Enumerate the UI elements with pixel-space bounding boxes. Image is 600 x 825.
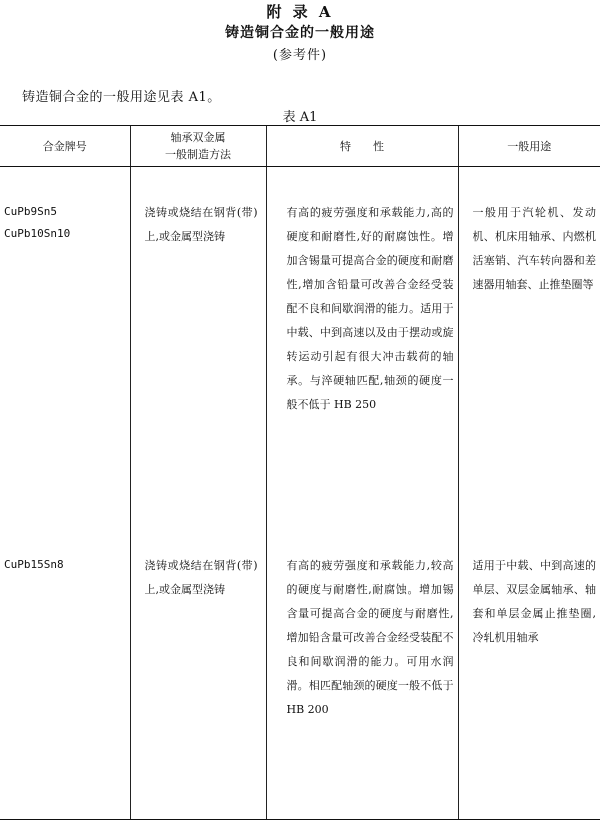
alloy-grade: CuPb10Sn10 — [4, 227, 71, 240]
alloy-grade: CuPb9Sn5 — [4, 205, 57, 218]
grade-cell — [0, 167, 130, 522]
appendix-title: 铸造铜合金的一般用途 — [225, 25, 375, 41]
property-cell: 有高的疲劳强度和承载能力,高的硬度和耐磨性,好的耐腐蚀性。增加含锡量可提高合金的硬度和耐磨性,增加含铅量可改善合金经受装配不良和间歇润滑的能力。适用于中载、中到高速以及由于摆动或旋转运动引起有很大冲击载荷的轴承。与淬硬轴匹配,轴颈的硬度一般不低于 HB 250 — [266, 167, 458, 522]
table-header-row — [0, 126, 600, 167]
grade-cell — [0, 522, 130, 820]
col-header-method — [130, 126, 266, 167]
method-cell: 浇铸或烧结在钢背(带)上,或金属型浇铸 — [130, 167, 266, 522]
table-row — [0, 522, 600, 820]
col-header-property: 特 性 — [266, 126, 458, 167]
col-header-usage: 一般用途 — [458, 126, 600, 167]
intro-paragraph: 铸造铜合金的一般用途见表 A1。 — [22, 90, 221, 105]
alloy-usage-table — [0, 125, 600, 820]
alloy-grade: CuPb15Sn8 — [4, 557, 64, 571]
col-header-grade: 合金牌号 — [0, 126, 130, 167]
usage-cell: 一般用于汽轮机、发动机、机床用轴承、内燃机活塞销、汽车转向器和差速器用轴套、止推垫圈等 — [458, 167, 600, 522]
appendix-heading: 附 录 A — [266, 3, 334, 21]
col-header-method-line1: 轴承双金属 — [170, 131, 226, 144]
method-cell: 浇铸或烧结在钢背(带)上,或金属型浇铸 — [130, 522, 266, 820]
table-row — [0, 167, 600, 522]
appendix-subtitle: (参考件) — [272, 48, 328, 63]
col-header-method-line2: 一般制造方法 — [165, 148, 231, 161]
table-caption: 表 A1 — [282, 110, 318, 125]
usage-cell: 适用于中载、中到高速的单层、双层金属轴承、轴套和单层金属止推垫圈,冷轧机用轴承 — [458, 522, 600, 820]
property-cell: 有高的疲劳强度和承载能力,较高的硬度与耐磨性,耐腐蚀。增加锡含量可提高合金的硬度与耐磨性,增加铅含量可改善合金经受装配不良和间歇润滑的能力。可用水润滑。相匹配轴颈的硬度一般不低于 HB 200 — [266, 522, 458, 820]
